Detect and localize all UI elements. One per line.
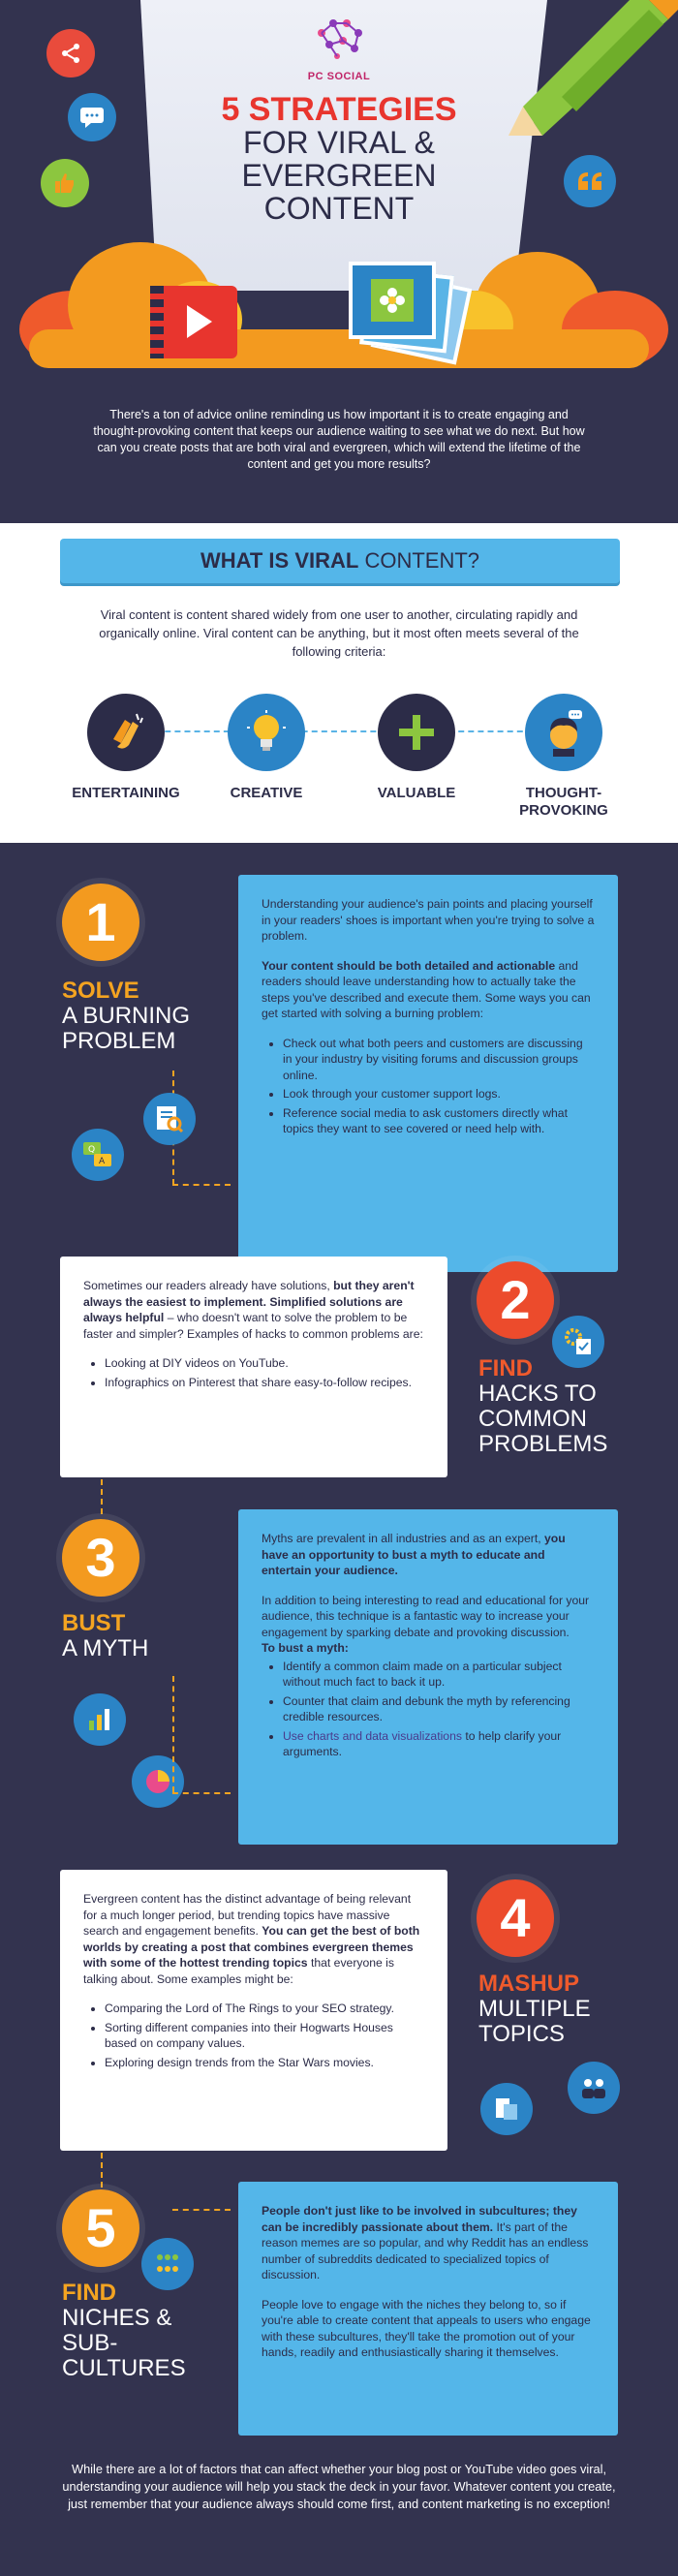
strategy-2-p1-bold: but they aren't always the easiest to implement. Simplified solutions are always helpful — [83, 1279, 415, 1324]
banner-normal: CONTENT? — [358, 548, 480, 573]
hero-section — [0, 0, 678, 407]
strategy-1-title-highlight: SOLVE — [62, 978, 139, 1004]
brain-icon — [310, 14, 368, 66]
strategy-3-p1 — [262, 1531, 595, 1579]
strategy-2-p1-lead: Sometimes our readers already have solutions, — [83, 1279, 334, 1292]
strategy-3-title — [62, 1611, 207, 1661]
list-item: • Sorting different companies into their Hogwarts Houses based on company values. — [105, 2020, 424, 2052]
strategy-1-title — [62, 978, 207, 1054]
strategy-3-title-highlight: BUST — [62, 1610, 126, 1636]
search-report-icon — [143, 1093, 196, 1145]
list-item: • Looking at DIY videos on YouTube. — [105, 1355, 424, 1372]
list-item: • Counter that claim and debunk the myth by referencing credible resources. — [283, 1693, 595, 1725]
strategy-1-card — [238, 875, 618, 1272]
title-line-3: EVERGREEN — [241, 158, 437, 193]
criterion-creative — [203, 694, 329, 802]
strategy-4-number: 4 — [477, 1879, 554, 1957]
criterion-label: THOUGHT- PROVOKING — [519, 785, 608, 819]
strategy-2-card — [60, 1257, 447, 1477]
list-item: • Reference social media to ask customers directly what topics they want to see covered or need help with. — [283, 1105, 595, 1137]
video-player-icon — [150, 286, 237, 358]
plus-icon — [378, 694, 455, 771]
strategy-1-p2-bold: Your content should be both detailed and actionable — [262, 958, 556, 973]
viral-section — [0, 523, 678, 843]
strategy-5-p1-rest: It's part of the reason memes are so popular, and why Reddit has an endless number of subreddits dedicated to specialized topics of discussion. — [262, 2219, 589, 2281]
footer-text: While there are a lot of factors that can affect whether your blog post or YouTube video goes viral, understanding your audience will help you stack the deck in your favor. Whatever content you create, just remember that your audience always should come first, and content marketing is no exception! — [62, 2462, 616, 2511]
clapping-hands-icon — [87, 694, 165, 771]
list-item: • Exploring design trends from the Star Wars movies. — [105, 2055, 424, 2071]
criterion-label: ENTERTAINING — [72, 785, 180, 801]
strategy-1-number: 1 — [62, 884, 139, 961]
strategy-4-list — [105, 2001, 424, 2070]
strategy-5-title-highlight: FIND — [62, 2280, 116, 2306]
title-line-2: FOR VIRAL & — [243, 125, 435, 160]
strategy-2-p1 — [83, 1278, 424, 1342]
pie-chart-icon — [132, 1755, 184, 1808]
criterion-label: CREATIVE — [230, 785, 303, 801]
strategy-3-p1-bold: you have an opportunity to bust a myth to educate and entertain your audience. — [262, 1532, 566, 1577]
connector — [172, 1184, 231, 1186]
strategy-5-title-rest: NICHES & SUB-CULTURES — [62, 2305, 186, 2381]
strategy-4-p1-lead: Evergreen content has the distinct advantage of being relevant for a much longer period, but trending topics have massive search and engagement benefits. — [83, 1892, 412, 1938]
strategy-3-title-rest: A MYTH — [62, 1635, 149, 1661]
strategy-2-number: 2 — [477, 1261, 554, 1339]
strategy-2-title-rest: HACKS TO COMMON PROBLEMS — [478, 1381, 608, 1457]
lightbulb-icon — [228, 694, 305, 771]
strategy-5-p2: People love to engage with the niches they belong to, so if you're able to create content that appeals to users who engage with these subcultures, they'll take the promotion out of your hands, readily and enthusiastically sharing it themselves. — [262, 2297, 591, 2359]
strategy-5-number: 5 — [62, 2189, 139, 2267]
strategy-3-p2-text: In addition to being interesting to read and educational for your audience, this technique is a fantastic way to increase your engagement by sparking debate and provoking discussion. — [262, 1593, 590, 1639]
strategy-5-p1-bold: People don't just like to be involved in subcultures; they can be incredibly passionate about them. — [262, 2204, 577, 2234]
criterion-entertaining — [63, 694, 189, 802]
chat-bubble-icon — [68, 93, 116, 141]
title-line-1: 5 STRATEGIES — [221, 91, 457, 128]
share-icon — [46, 29, 95, 78]
strategy-1-title-rest: A BURNING PROBLEM — [62, 1003, 191, 1054]
hero-intro: There's a ton of advice online reminding us how important it is to create engaging and thought-provoking content that keeps our audience waiting to see what we do next. But how can you create posts that are both viral and evergreen, which will extend the lifetime of the content and get you more results? — [93, 408, 585, 471]
connector — [172, 1792, 231, 1794]
brand-logo — [291, 14, 387, 82]
strategy-4-p1-rest: that everyone is talking about. Some examples might be: — [83, 1956, 394, 1986]
list-item — [283, 1728, 595, 1760]
list-item: • Check out what both peers and customers are discussing in your industry by visiting forums and discussion groups online. — [283, 1036, 595, 1084]
list-item-rest: to help clarify your arguments. — [283, 1728, 562, 1758]
document-share-icon — [480, 2083, 533, 2135]
criterion-valuable — [354, 694, 479, 802]
list-item: • Infographics on Pinterest that share easy-to-follow recipes. — [105, 1375, 424, 1391]
strategy-4-title-rest: MULTIPLE TOPICS — [478, 1996, 591, 2047]
quote-icon — [564, 155, 616, 207]
q-and-a-icon — [72, 1129, 124, 1181]
strategy-3-p2 — [262, 1593, 595, 1657]
list-item: • Comparing the Lord of The Rings to your SEO strategy. — [105, 2001, 424, 2017]
strategy-2-title — [478, 1356, 624, 1457]
viral-description: Viral content is content shared widely from one user to another, circulating rapidly and organically online. Viral content can be anything, but it most often meets several of the following criteria: — [99, 607, 579, 659]
strategy-4-p1 — [83, 1891, 424, 1987]
strategy-3-p3-bold: To bust a myth: — [262, 1641, 349, 1655]
strategy-3-p1-lead: Myths are prevalent in all industries and as an expert, — [262, 1532, 544, 1545]
people-group-icon — [568, 2062, 620, 2114]
connector — [101, 1479, 103, 1514]
bar-chart-icon — [74, 1693, 126, 1746]
strategy-2-title-highlight: FIND — [478, 1355, 533, 1381]
strategy-5-title — [62, 2281, 188, 2381]
strategy-1-p2 — [262, 958, 595, 1022]
title-line-4: CONTENT — [263, 191, 415, 226]
viral-banner — [60, 539, 620, 583]
strategy-4-p1-bold: You can get the best of both worlds by creating a post that combines evergreen themes with some of the hottest trending topics — [83, 1924, 420, 1970]
strategy-2-list — [105, 1355, 424, 1390]
strategy-1-p2-rest: and readers should leave understanding how to actually take the steps you've described and execute them. Some ways you can get started with solving a burning problem: — [262, 958, 591, 1020]
svg-text:A: A — [99, 1157, 106, 1166]
photo-stack-icon — [349, 262, 465, 358]
strategy-5-p1 — [262, 2203, 595, 2283]
list-item: • Identify a common claim made on a particular subject without much fact to back it up. — [283, 1659, 595, 1691]
strategy-3-number: 3 — [62, 1519, 139, 1597]
strategy-2-p1-rest: – who doesn't want to solve the problem to be faster and simpler? Examples of hacks to common problems are: — [83, 1311, 423, 1341]
strategy-4-title-highlight: MASHUP — [478, 1971, 580, 1997]
strategy-4-title — [478, 1971, 624, 2047]
banner-bold: WHAT IS VIRAL — [200, 548, 359, 573]
svg-text:Q: Q — [88, 1145, 96, 1155]
list-item: • Look through your customer support logs. — [283, 1086, 595, 1102]
strategy-5-card — [238, 2182, 618, 2436]
connector — [101, 2153, 103, 2188]
brand-name: PC SOCIAL — [307, 71, 371, 82]
thinking-person-icon — [525, 694, 602, 771]
strategy-1-p1: Understanding your audience's pain points and placing yourself in your readers' shoes is important when you're trying to solve a problem. — [262, 897, 595, 943]
hero-title — [165, 93, 513, 225]
connector — [172, 2209, 231, 2211]
connector — [172, 1676, 174, 1792]
strategy-3-list — [283, 1659, 595, 1760]
strategy-3-card — [238, 1509, 618, 1845]
charts-link[interactable]: Use charts and data visualizations — [283, 1728, 462, 1743]
strategy-4-card — [60, 1870, 447, 2151]
strategy-1-list — [283, 1036, 595, 1137]
criteria-connector — [136, 730, 542, 732]
criterion-label: VALUABLE — [377, 785, 456, 801]
criterion-thought-provoking — [501, 694, 627, 820]
pencil-icon — [504, 0, 678, 136]
cloud-base — [29, 329, 649, 368]
thumbs-up-icon — [41, 159, 89, 207]
